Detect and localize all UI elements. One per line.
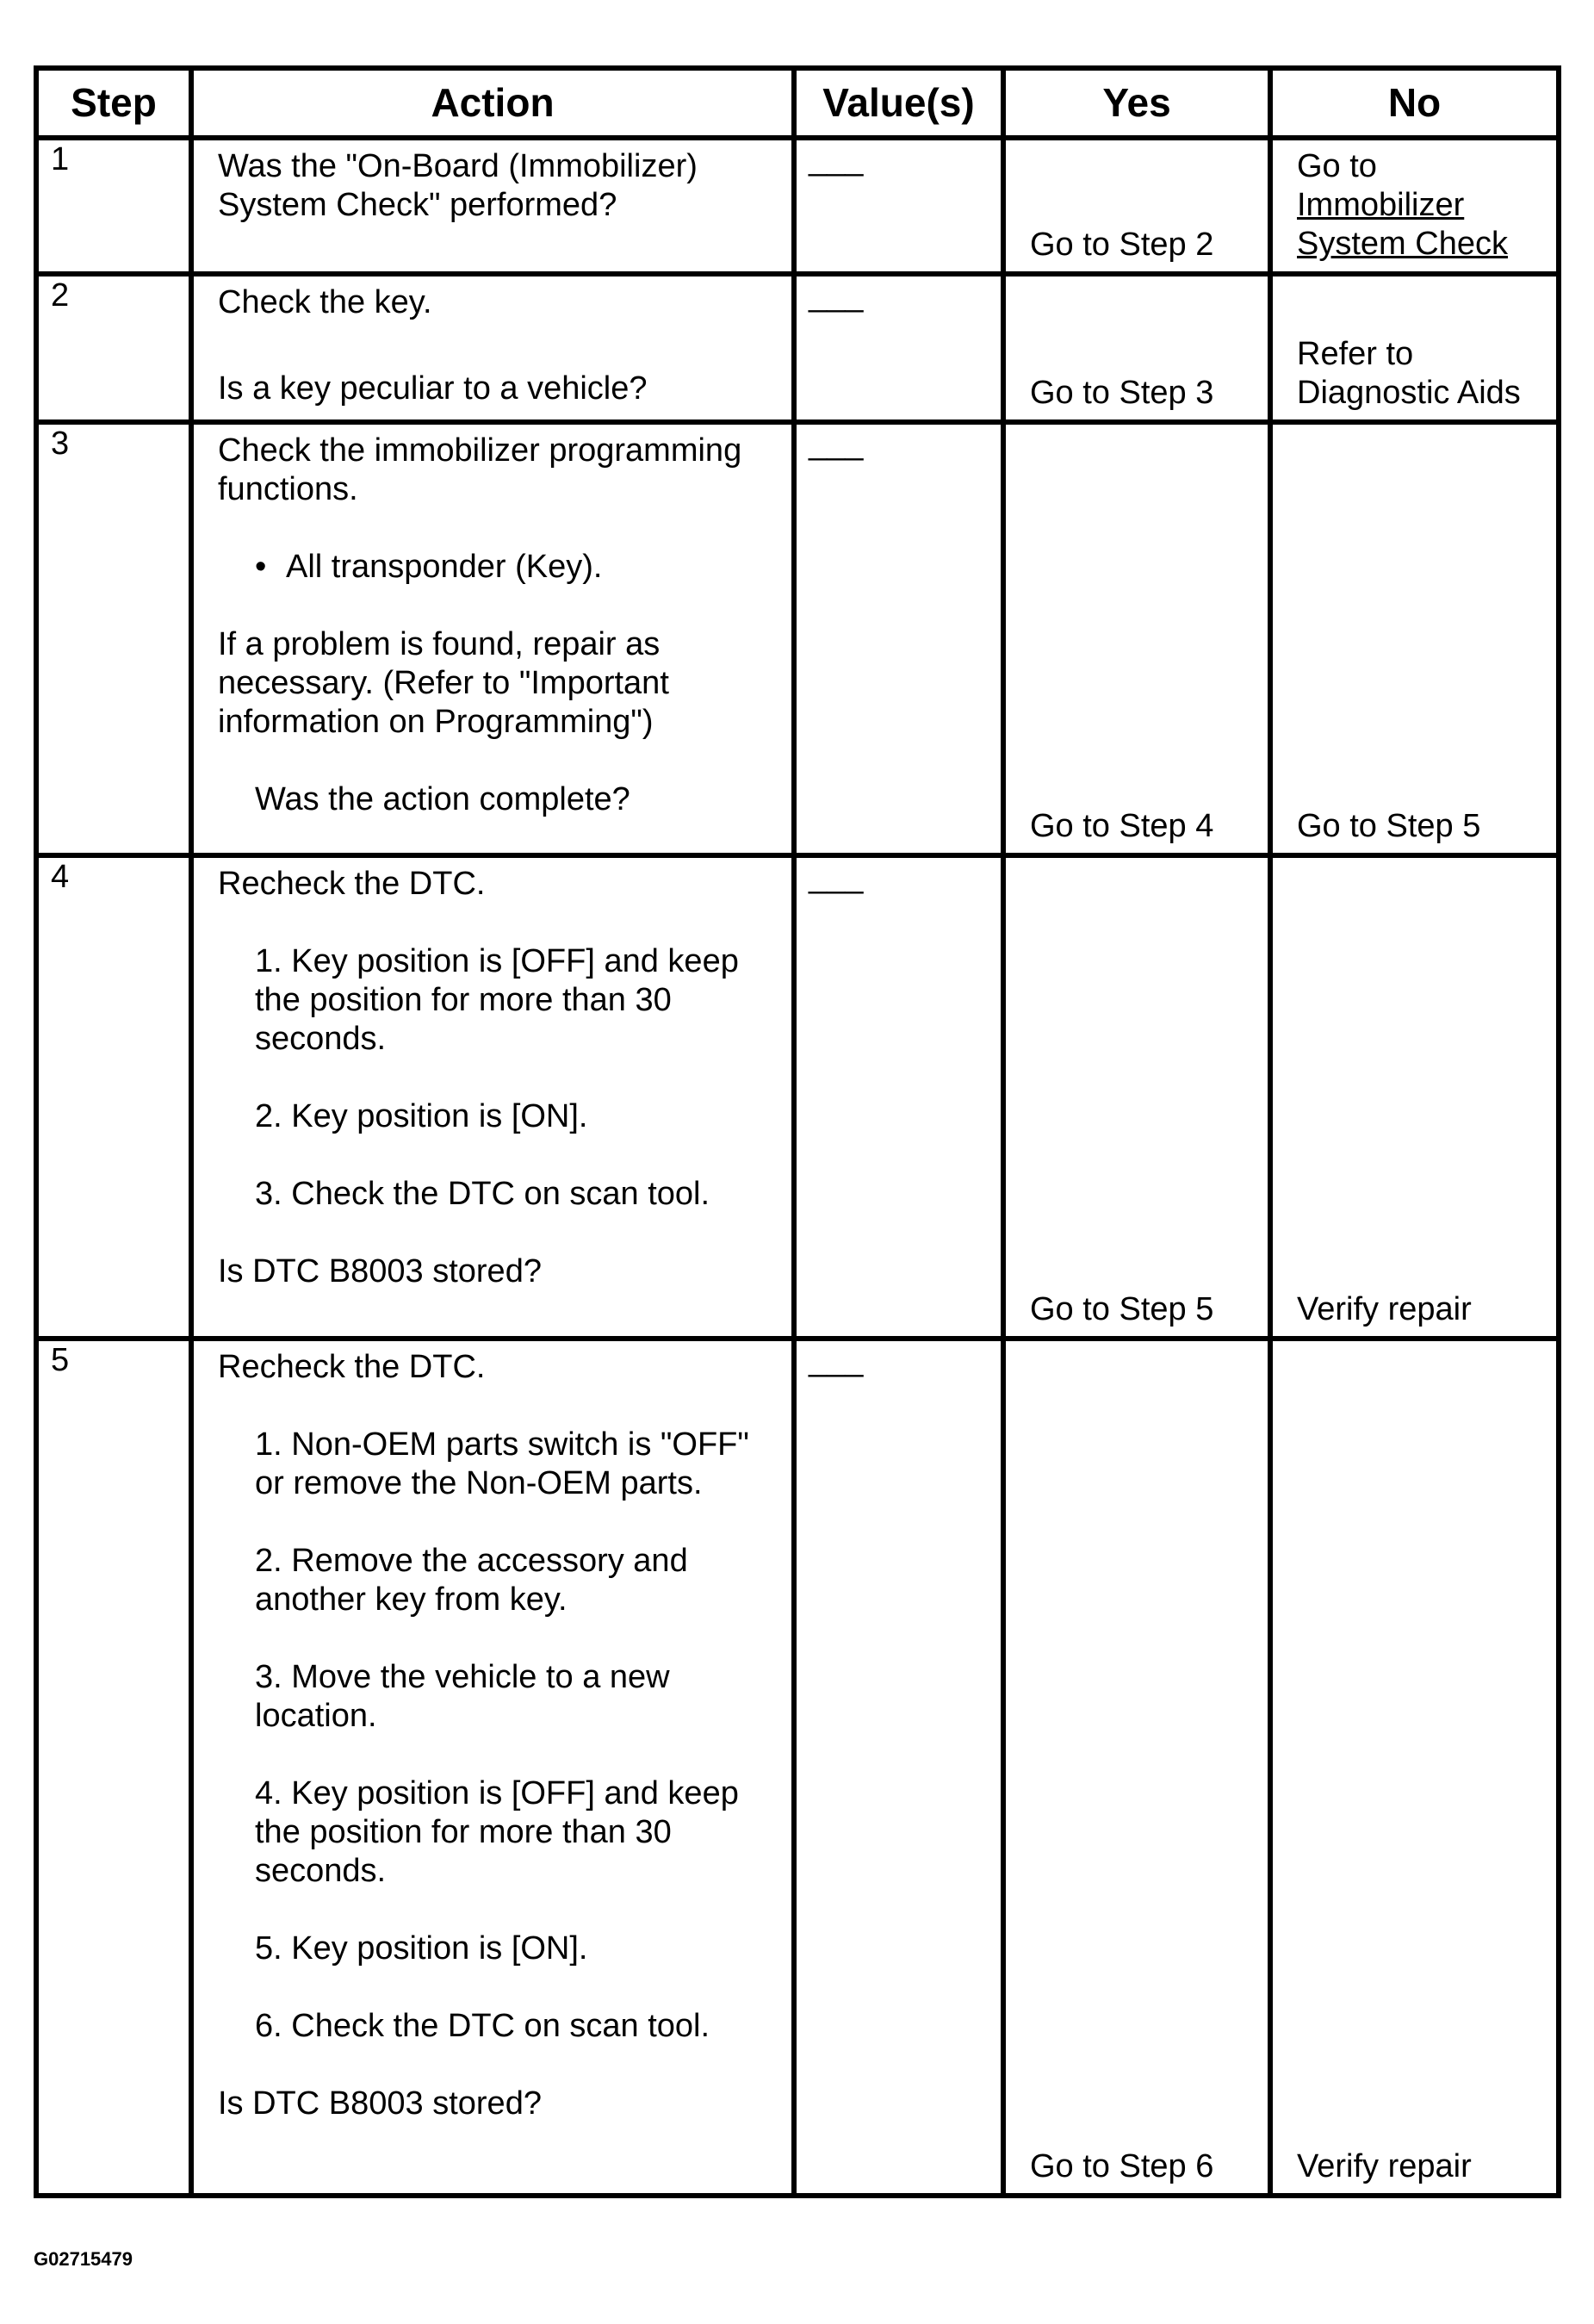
list-item: 3. Check the DTC on scan tool. (255, 1176, 710, 1212)
action-cell (191, 1339, 794, 2196)
header-step: Step (36, 68, 191, 138)
step-number: 1 (36, 138, 191, 274)
no-cell (1270, 1339, 1559, 2196)
header-no: No (1270, 68, 1559, 138)
immobilizer-system-check-link[interactable]: Immobilizer (1297, 187, 1465, 223)
yes-cell (1003, 274, 1270, 422)
value-cell: ___ (794, 274, 1003, 422)
step-number: 4 (36, 855, 191, 1339)
list-item: 2. Key position is [ON]. (255, 1098, 588, 1134)
table-row (36, 274, 1559, 422)
diagnostic-table (34, 65, 1561, 2198)
table-row (36, 138, 1559, 274)
yes-text: Go to Step 5 (1030, 1291, 1214, 1327)
yes-cell (1003, 1339, 1270, 2196)
action-question: Is DTC B8003 stored? (218, 2085, 542, 2122)
value-cell: ___ (794, 855, 1003, 1339)
no-text: Go to Step 5 (1297, 808, 1481, 844)
step-number: 5 (36, 1339, 191, 2196)
action-text: Recheck the DTC. (218, 1349, 486, 1385)
list-item: 3. Move the vehicle to a new location. (255, 1659, 670, 1734)
no-cell (1270, 855, 1559, 1339)
action-text: Recheck the DTC. (218, 866, 486, 902)
list-item: 4. Key position is [OFF] and keep the position for more than 30 seconds. (255, 1775, 739, 1889)
no-cell (1270, 422, 1559, 855)
yes-text: Go to Step 3 (1030, 375, 1214, 411)
action-cell (191, 422, 794, 855)
no-text: Refer to (1297, 336, 1414, 372)
action-question: Was the action complete? (255, 781, 630, 817)
list-item: 6. Check the DTC on scan tool. (255, 2008, 710, 2044)
step-number: 3 (36, 422, 191, 855)
action-text: Was the "On-Board (Immobilizer) (218, 148, 698, 184)
no-text: Verify repair (1297, 2148, 1472, 2184)
immobilizer-system-check-link[interactable]: System Check (1297, 226, 1508, 262)
action-question: Is a key peculiar to a vehicle? (218, 370, 648, 407)
bullet-item: • All transponder (Key). (218, 548, 767, 587)
action-text: Check the immobilizer programming functions. (218, 432, 742, 507)
list-item: 1. Key position is [OFF] and keep the position for more than 30 seconds. (255, 943, 739, 1057)
action-text: Check the key. (218, 284, 432, 320)
table-row (36, 1339, 1559, 2196)
yes-cell (1003, 855, 1270, 1339)
no-cell (1270, 138, 1559, 274)
header-values: Value(s) (794, 68, 1003, 138)
action-cell (191, 138, 794, 274)
action-cell (191, 274, 794, 422)
header-row (36, 68, 1559, 138)
no-text: Go to (1297, 148, 1377, 184)
bullet-icon (255, 549, 286, 585)
yes-text: Go to Step 2 (1030, 227, 1214, 263)
list-item: 5. Key position is [ON]. (255, 1930, 588, 1967)
table-row (36, 855, 1559, 1339)
value-cell: ___ (794, 1339, 1003, 2196)
yes-text: Go to Step 6 (1030, 2148, 1214, 2184)
figure-code: G02715479 (34, 2248, 133, 2270)
yes-cell (1003, 138, 1270, 274)
value-cell: ___ (794, 422, 1003, 855)
no-text: Diagnostic Aids (1297, 375, 1521, 411)
list-item: 2. Remove the accessory and another key from key. (255, 1543, 688, 1618)
action-text: System Check" performed? (218, 187, 617, 223)
action-question: Is DTC B8003 stored? (218, 1253, 542, 1289)
table-row (36, 422, 1559, 855)
no-text: Verify repair (1297, 1291, 1472, 1327)
yes-text: Go to Step 4 (1030, 808, 1214, 844)
header-action: Action (191, 68, 794, 138)
action-note: If a problem is found, repair as necessary. (Refer to "Important information on Programming") (218, 626, 669, 740)
header-yes: Yes (1003, 68, 1270, 138)
action-cell (191, 855, 794, 1339)
step-number: 2 (36, 274, 191, 422)
value-cell: ___ (794, 138, 1003, 274)
list-item: 1. Non-OEM parts switch is "OFF" or remove the Non-OEM parts. (255, 1426, 749, 1501)
no-cell (1270, 274, 1559, 422)
yes-cell (1003, 422, 1270, 855)
